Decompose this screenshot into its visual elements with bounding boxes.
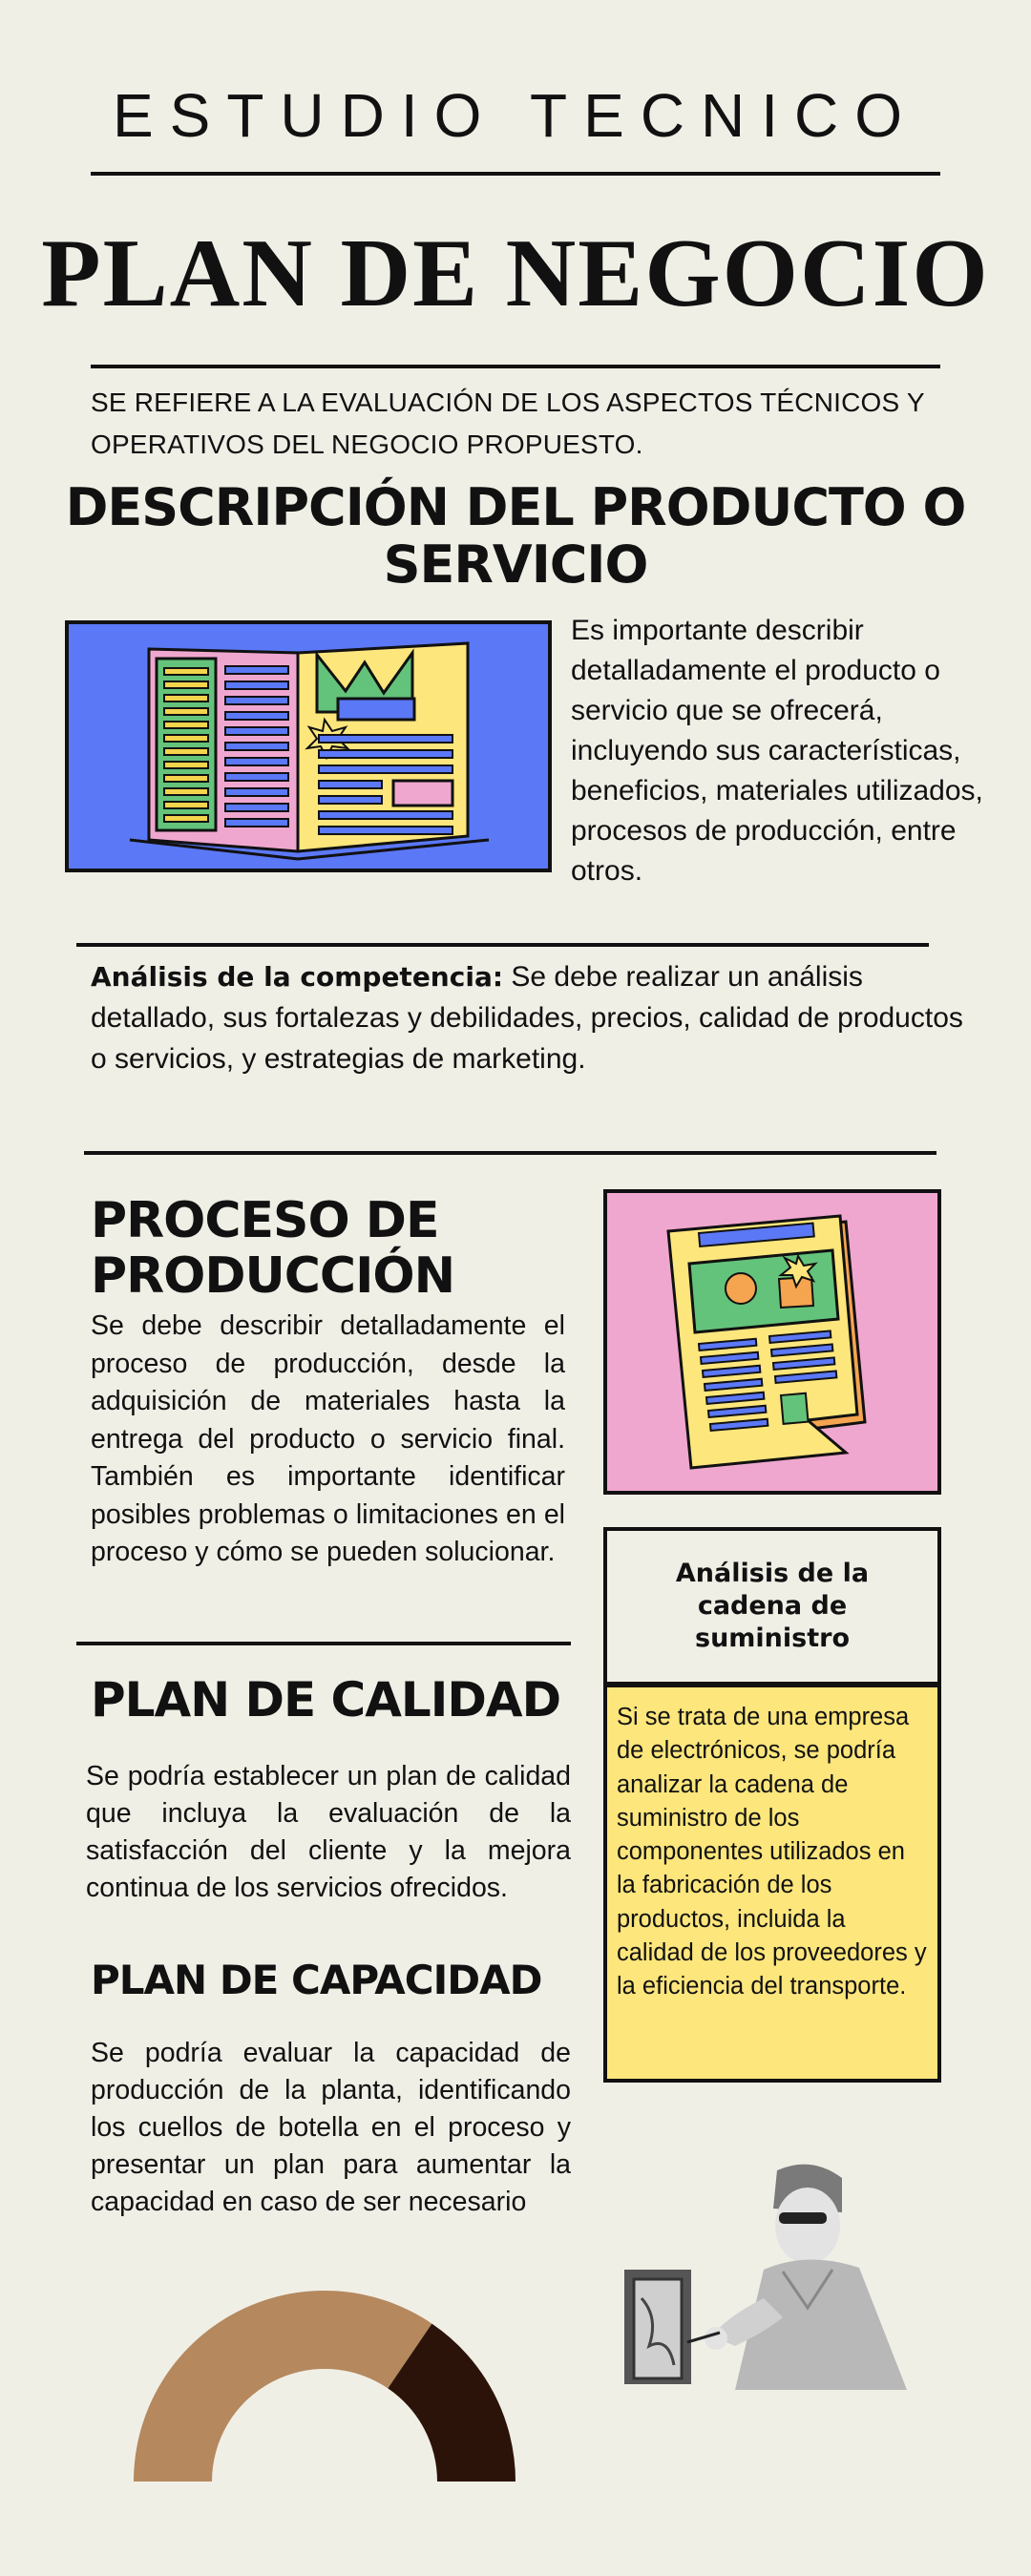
descripcion-title: DESCRIPCIÓN DEL PRODUCTO O SERVICIO [65, 477, 966, 595]
capacidad-title: PLAN DE CAPACIDAD [91, 1957, 542, 2003]
competencia-body: Se debe realizar un análisis detallado, sus fortalezas y debilidades, precios, calidad de productos o servicios, y estrategias de marketing. [91, 961, 963, 1075]
descripcion-body: Es importante describir detalladamente el producto o servicio que se ofrecerá, incluyendo sus características, beneficios, materiales utilizados, procesos de producción, entre otros. [571, 615, 983, 887]
divider [91, 365, 940, 368]
calidad-body: Se podría establecer un plan de calidad que incluya la evaluación de la satisfacción del cliente y la mejora continua de los servicios ofrecidos. [86, 1761, 571, 1903]
divider [84, 1151, 936, 1155]
intro-text: SE REFIERE A LA EVALUACIÓN DE LOS ASPECTOS TÉCNICOS Y OPERATIVOS DEL NEGOCIO PROPUESTO. [91, 387, 925, 459]
calidad-title: PLAN DE CALIDAD [91, 1672, 561, 1728]
proceso-body: Se debe describir detalladamente el proceso de producción, desde la adquisición de materiales hasta la entrega del producto o servicio final. También es importante identificar posibles problemas o limitaciones en el proceso y cómo se pueden solucionar. [91, 1310, 565, 1567]
page-title: PLAN DE NEGOCIO [41, 220, 990, 327]
page-subtitle: ESTUDIO TECNICO [112, 81, 919, 150]
newspaper-illustration [603, 1189, 941, 1495]
divider [91, 172, 940, 176]
magazine-illustration [65, 620, 552, 872]
divider [76, 1642, 571, 1645]
gauge-arc-light [134, 2291, 431, 2482]
proceso-title: PROCESO DE PRODUCCIÓN [91, 1192, 455, 1305]
woman-painter-photo [621, 2155, 916, 2394]
capacidad-body: Se podría evaluar la capacidad de producción de la planta, identificando los cuellos de botella en el proceso y presentar un plan para aumentar la capacidad en caso de ser necesario [91, 2038, 571, 2217]
semicircle-gauge [134, 2287, 516, 2485]
competencia-label: Análisis de la competencia: [91, 961, 504, 993]
cadena-title: Análisis de la cadena de suministro [603, 1527, 941, 1686]
cadena-body: Si se trata de una empresa de electrónicos, se podría analizar la cadena de suministro de los componentes utilizados en la fabricación de los productos, incluida la calidad de los proveedores y la eficiencia del transporte. [603, 1684, 941, 2083]
divider [76, 943, 929, 947]
competencia-paragraph [91, 956, 969, 1079]
